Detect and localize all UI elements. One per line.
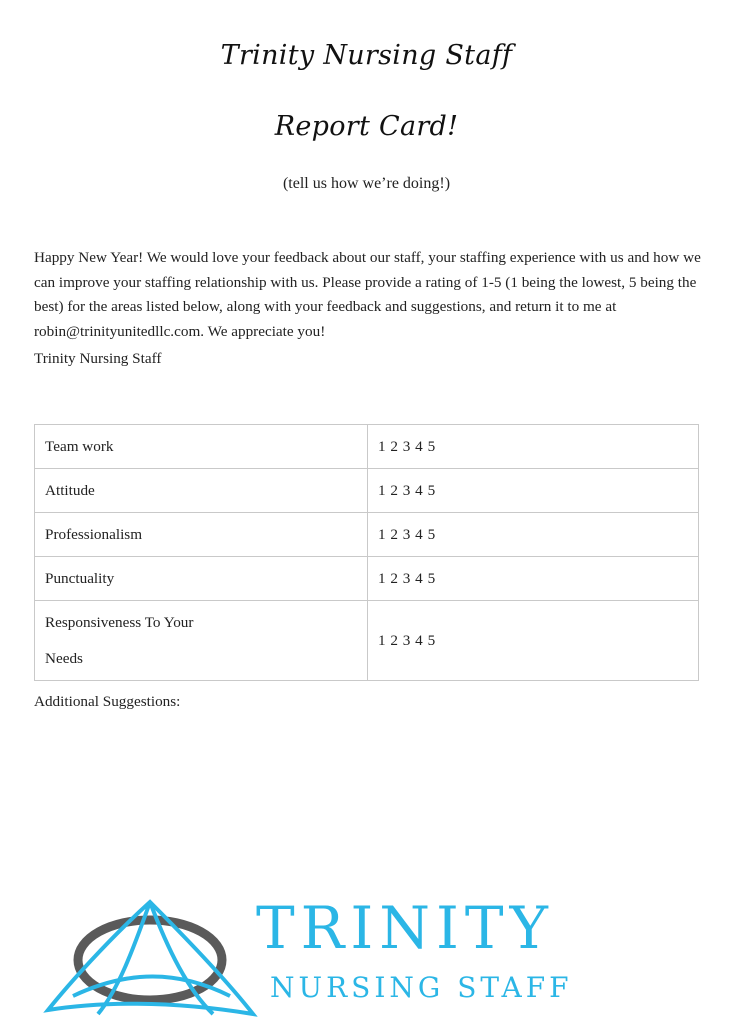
category-cell: Team work — [35, 425, 368, 469]
trinity-logo — [38, 890, 668, 1020]
table-row — [35, 469, 699, 513]
rating-scale-cell: 1 2 3 4 5 — [368, 469, 699, 513]
additional-suggestions-label: Additional Suggestions: — [34, 693, 181, 710]
intro-paragraph: Happy New Year! We would love your feedback about our staff, your staffing experience with us and how we can improve your staffing relationship with us. Please provide a rating of 1-5 (1 being the lowest, 5 being the best) for the areas listed below, along with your feedback and suggestions, and return it to me at robin@trinityunitedllc.com. We appreciate you! — [34, 249, 701, 340]
logo-wordmark: TRINITY — [256, 894, 554, 962]
signature: Trinity Nursing Staff — [34, 350, 162, 367]
trinity-knot-logo-icon — [38, 890, 268, 1020]
rating-scale-cell: 1 2 3 4 5 — [368, 601, 699, 681]
category-cell: Attitude — [35, 469, 368, 513]
table-row — [35, 557, 699, 601]
table-row — [35, 601, 699, 681]
table-row — [35, 513, 699, 557]
category-cell: Professionalism — [35, 513, 368, 557]
table-row — [35, 425, 699, 469]
rating-scale-cell: 1 2 3 4 5 — [368, 557, 699, 601]
category-label: Responsiveness To Your Needs — [45, 613, 194, 667]
tagline: (tell us how we’re doing!) — [282, 175, 451, 192]
rating-scale-cell: 1 2 3 4 5 — [368, 425, 699, 469]
page-subtitle-title: Report Card! — [274, 111, 459, 142]
ratings-table — [34, 424, 699, 681]
rating-scale-cell: 1 2 3 4 5 — [368, 513, 699, 557]
category-cell — [35, 601, 368, 681]
page-title: Trinity Nursing Staff — [220, 40, 513, 71]
logo-tagline: NURSING STAFF — [270, 971, 573, 1004]
category-cell: Punctuality — [35, 557, 368, 601]
